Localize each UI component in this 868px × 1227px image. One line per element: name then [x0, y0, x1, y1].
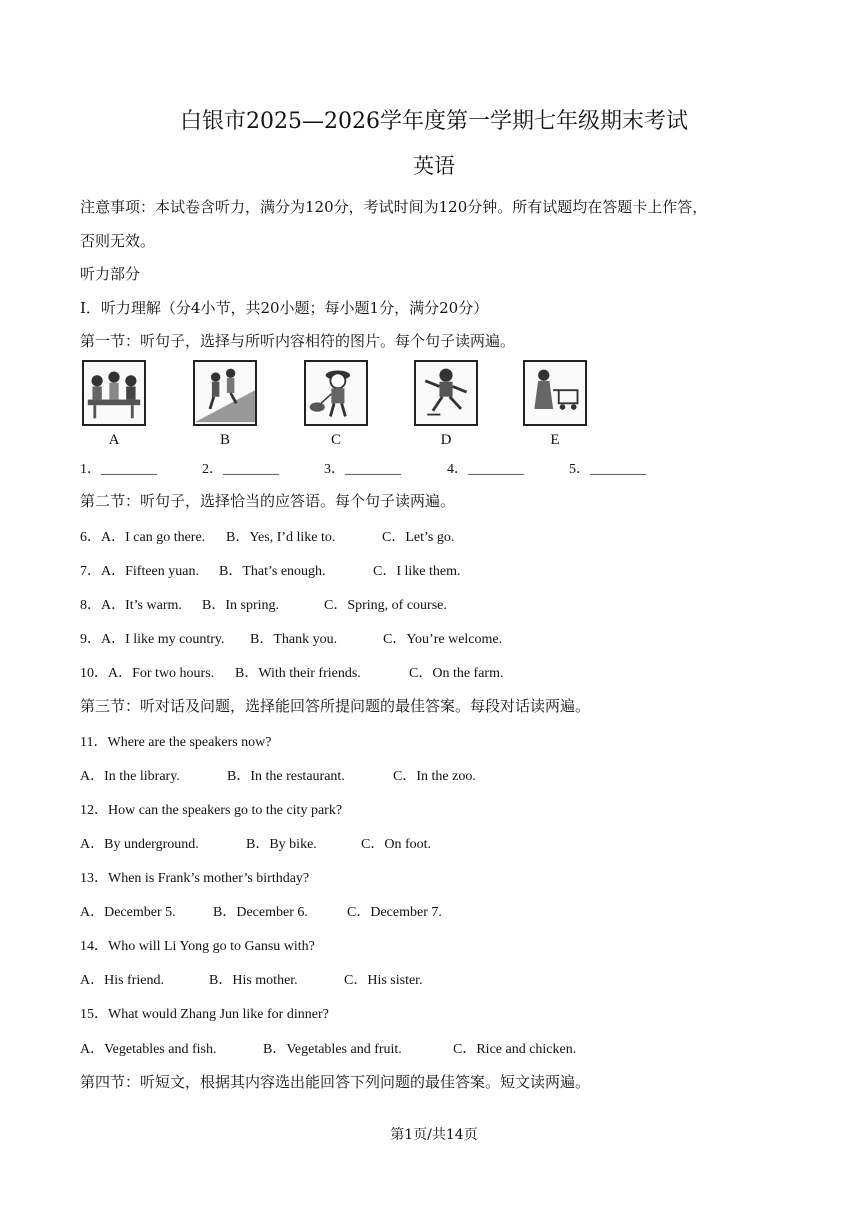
question-number: 9．	[80, 632, 101, 647]
page-number: 第1页/共14页	[390, 1127, 478, 1143]
option-b: B．December 6.	[213, 905, 308, 920]
question-8	[80, 594, 447, 614]
question-13-options	[80, 901, 442, 921]
option-c: C．On foot.	[361, 837, 431, 852]
option-a: A．I can go there.	[101, 530, 206, 545]
option-b: B．In spring.	[202, 598, 279, 613]
option-c: C．December 7.	[347, 905, 442, 920]
option-a: A．Fifteen yuan.	[101, 564, 199, 579]
option-a: A．It’s warm.	[101, 598, 182, 613]
option-b: B．With their friends.	[235, 666, 361, 681]
family-dinner-picture	[82, 360, 146, 426]
option-a: A．I like my country.	[101, 632, 225, 647]
option-c: C．Spring, of course.	[324, 598, 447, 613]
option-c: C．Let’s go.	[382, 530, 455, 545]
question-11-options	[80, 765, 476, 785]
subject-title: 英语	[413, 154, 455, 178]
question-10	[80, 662, 503, 682]
question-13-text: 13．When is Frank’s mother’s birthday?	[80, 871, 310, 886]
option-b: B．Yes, I’d like to.	[226, 530, 336, 545]
notice-line-2: 否则无效。	[80, 232, 156, 250]
answer-blank-2: 2．________	[202, 462, 279, 477]
question-number: 10．	[80, 666, 108, 681]
option-b: B．His mother.	[209, 973, 298, 988]
option-a: A．Vegetables and fish.	[80, 1042, 217, 1057]
option-b: B．That’s enough.	[219, 564, 326, 579]
section2-instruction: 第二节：听句子，选择恰当的应答语。每个句子读两遍。	[80, 492, 456, 510]
option-c: C．His sister.	[344, 973, 423, 988]
ice-skating-picture	[414, 360, 478, 426]
option-c: C．In the zoo.	[393, 769, 476, 784]
question-11-text: 11．Where are the speakers now?	[80, 735, 272, 750]
question-9	[80, 628, 502, 648]
option-a: A．December 5.	[80, 905, 176, 920]
boy-walking-dog-picture	[304, 360, 368, 426]
picture-letter-c: C	[330, 432, 341, 448]
picture-letter-a: A	[108, 432, 120, 448]
option-a: A．In the library.	[80, 769, 180, 784]
question-6	[80, 526, 454, 546]
option-a: A．For two hours.	[108, 666, 215, 681]
answer-blank-5: 5．________	[569, 462, 646, 477]
question-12-text: 12．How can the speakers go to the city park?	[80, 803, 343, 818]
hiking-picture	[193, 360, 257, 426]
option-b: B．Thank you.	[250, 632, 338, 647]
section4-instruction: 第四节：听短文，根据其内容选出能回答下列问题的最佳答案。短文读两遍。	[80, 1073, 591, 1091]
option-b: B．Vegetables and fruit.	[263, 1042, 402, 1057]
option-b: B．By bike.	[246, 837, 317, 852]
section3-instruction: 第三节：听对话及问题，选择能回答所提问题的最佳答案。每段对话读两遍。	[80, 697, 591, 715]
question-15-options	[80, 1038, 576, 1058]
exam-title: 白银市2025—2026学年度第一学期七年级期末考试	[180, 109, 688, 134]
answer-blank-3: 3．________	[324, 462, 401, 477]
question-14-text: 14．Who will Li Yong go to Gansu with?	[80, 939, 315, 954]
section-one-heading: Ⅰ．听力理解（分4小节，共20小题；每小题1分，满分20分）	[80, 299, 489, 317]
question-number: 6．	[80, 530, 101, 545]
answer-blank-4: 4．________	[447, 462, 524, 477]
option-c: C．You’re welcome.	[383, 632, 503, 647]
answer-blank-1: 1．________	[80, 462, 157, 477]
option-a: A．By underground.	[80, 837, 199, 852]
listening-part-heading: 听力部分	[80, 265, 141, 283]
shopping-cart-picture	[523, 360, 587, 426]
section1-instruction: 第一节：听句子，选择与所听内容相符的图片。每个句子读两遍。	[80, 332, 516, 350]
question-15-text: 15．What would Zhang Jun like for dinner?	[80, 1007, 329, 1022]
question-12-options	[80, 833, 431, 853]
picture-letter-b: B	[219, 432, 230, 448]
question-7	[80, 560, 461, 580]
picture-letter-d: D	[440, 432, 452, 448]
option-b: B．In the restaurant.	[227, 769, 345, 784]
option-c: C．On the farm.	[409, 666, 504, 681]
question-number: 7．	[80, 564, 101, 579]
question-number: 8．	[80, 598, 101, 613]
option-c: C．Rice and chicken.	[453, 1042, 577, 1057]
question-14-options	[80, 969, 423, 989]
option-c: C．I like them.	[373, 564, 461, 579]
notice-line-1: 注意事项：本试卷含听力，满分为120分，考试时间为120分钟。所有试题均在答题卡上作答，	[80, 198, 708, 216]
picture-letter-e: E	[550, 432, 560, 448]
option-a: A．His friend.	[80, 973, 164, 988]
